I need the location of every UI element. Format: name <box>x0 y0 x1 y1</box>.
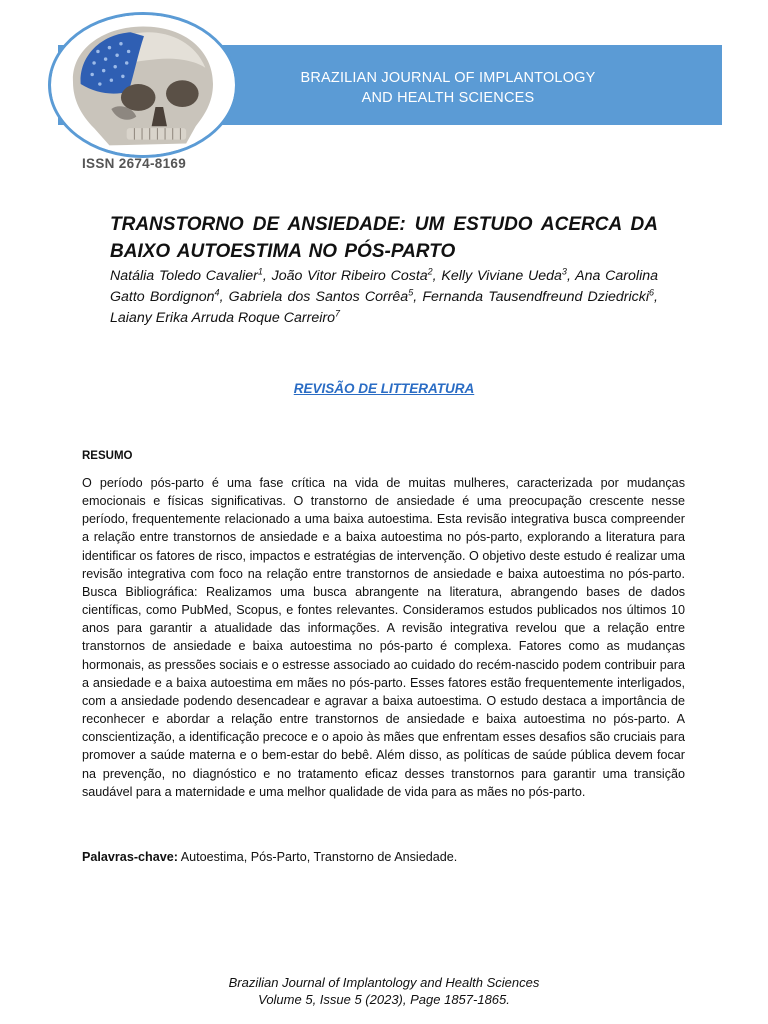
keywords-values: Autoestima, Pós-Parto, Transtorno de Ansiedade. <box>177 850 458 864</box>
abstract-heading: RESUMO <box>82 450 133 462</box>
keywords <box>82 850 685 864</box>
article-type-label[interactable]: REVISÃO DE LITTERATURA <box>293 381 475 396</box>
author-affiliation-number: 4 <box>214 287 220 298</box>
author-name: Gabriela dos Santos Corrêa <box>228 289 409 305</box>
author-name: Fernanda Tausendfreund Dziedricki <box>422 289 650 305</box>
issn-label: ISSN 2674-8169 <box>82 156 187 171</box>
author-name: Ana Carolina Gatto Bordignon <box>110 268 659 305</box>
author-name: Natália Toledo Cavalier <box>110 268 258 284</box>
author-affiliation-number: 7 <box>335 308 341 319</box>
page-footer <box>0 974 768 1008</box>
author-affiliation-number: 1 <box>257 266 263 277</box>
journal-name-line2: AND HEALTH SCIENCES <box>361 90 535 106</box>
footer-journal: Brazilian Journal of Implantology and Health Sciences <box>228 975 540 990</box>
author-name: Kelly Viviane Ueda <box>441 268 562 284</box>
author-name: Laiany Erika Arruda Roque Carreiro <box>110 310 336 326</box>
article-type <box>0 378 768 397</box>
journal-logo <box>48 12 238 158</box>
keywords-label: Palavras-chave: <box>82 850 178 864</box>
author-affiliation-number: 2 <box>427 266 433 277</box>
skull-implant-logo-icon <box>51 15 235 155</box>
author-affiliation-number: 3 <box>561 266 567 277</box>
journal-name-line1: BRAZILIAN JOURNAL OF IMPLANTOLOGY <box>300 70 596 86</box>
author-name: João Vitor Ribeiro Costa <box>271 268 428 284</box>
author-affiliation-number: 6 <box>649 287 655 298</box>
author-list: Natália Toledo Cavalier$^1$, João Vitor Ribeiro Costa$^2$, Kelly Viviane Ueda$^3$, Ana Carolina Gatto Bordignon$^4$, Gabriela dos Santos Corrêa$^5$, Fernanda Tausendfreund Dziedricki$^6$, Laiany Erika Arruda Roque Carreiro$^7$ <box>110 266 659 326</box>
footer-citation: Volume 5, Issue 5 (2023), Page 1857-1865. <box>258 992 510 1007</box>
article-title: TRANSTORNO DE ANSIEDADE: UM ESTUDO ACERCA DA BAIXO AUTOESTIMA NO PÓS-PARTO <box>110 214 658 262</box>
journal-name <box>258 68 638 108</box>
abstract-text: O período pós-parto é uma fase crítica na vida de muitas mulheres, caracterizada por mudanças emocionais e físicas significativas. O transtorno de ansiedade é uma preocupação crescente nesse período, frequentemente relacionado a uma baixa autoestima. Esta revisão integrativa busca compreender a relação entre transtornos de ansiedade e a baixa autoestima no pós-parto, explorando a literatura para identificar os fatores de risco, impactos e estratégias de intervenção. O objetivo deste estudo é realizar uma revisão integrativa com foco na relação entre transtornos de ansiedade e baixa autoestima no pós-parto. Busca Bibliográfica: Realizamos uma busca abrangente na literatura, abrangendo bases de dados científicas, como PubMed, Scopus, e fontes relevantes. Consideramos estudos publicados nos últimos 10 anos para garantir a atualidade das informações. A revisão integrativa revelou que a relação entre transtornos de ansiedade e baixa autoestima no pós-parto é complexa. Fatores como as mudanças hormonais, as pressões sociais e o estresse associado ao cuidado do recém-nascido podem contribuir para a ansiedade e a baixa autoestima em mães no pós-parto. Esses fatores estão frequentemente interligados, com a ansiedade podendo desencadear e agravar a baixa autoestima. O estudo destaca a importância de reconhecer e abordar a relação entre transtornos de ansiedade e baixa autoestima no pós-parto. A conscientização, a identificação precoce e o apoio às mães que enfrentam esses desafios são cruciais para promover a saúde materna e o bem-estar do bebê. Além disso, as políticas de saúde pública devem focar na prevenção, no diagnóstico e no tratamento eficaz desses transtornos para garantir uma transição saudável para a maternidade e uma melhor qualidade de vida para as mães no pós-parto. <box>82 476 685 799</box>
author-affiliation-number: 5 <box>408 287 414 298</box>
